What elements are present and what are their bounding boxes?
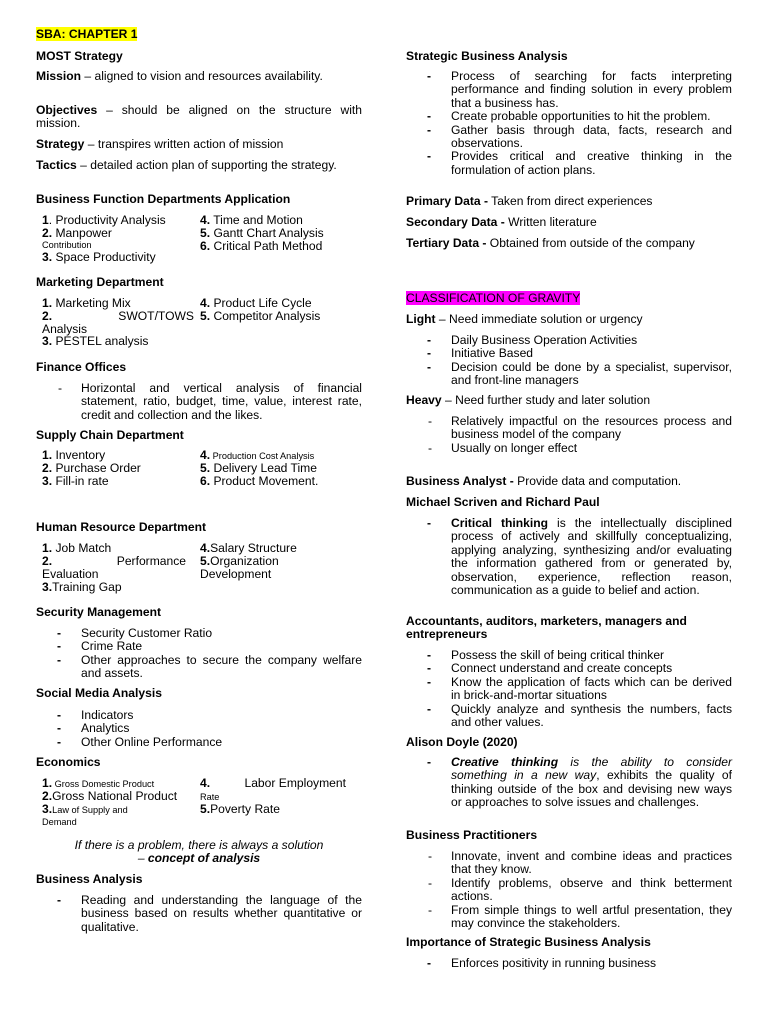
list-item: 3.Law of Supply and [42, 802, 128, 816]
list-item: 2. Performance [42, 554, 186, 568]
business-analysis-list [36, 894, 362, 934]
practitioners-heading: Business Practitioners [406, 828, 538, 842]
list-item: 4. Time and Motion [200, 213, 303, 227]
tactics-label: Tactics [36, 158, 77, 172]
hr-list [36, 542, 362, 594]
social-media-list [36, 709, 362, 749]
list-item: 1. Inventory [42, 448, 106, 462]
list-item: - Gather basis through data, facts, research and observations. [427, 122, 732, 151]
objectives-label: Objectives [36, 103, 98, 117]
heavy-gravity: Heavy – Need further study and later solution [406, 393, 651, 407]
list-row [36, 816, 362, 829]
business-analyst: Business Analyst - Provide data and computation. [406, 474, 682, 488]
quote-line-2-prefix: – [137, 851, 148, 866]
list-item: 3. Fill-in rate [42, 474, 109, 488]
light-list [406, 334, 732, 388]
supply-chain-heading: Supply Chain Department [36, 428, 184, 442]
practitioners-list [406, 850, 732, 930]
list-item-continuation: Analysis [42, 322, 88, 336]
list-row [36, 335, 362, 348]
light-gravity: Light – Need immediate solution or urgency [406, 312, 643, 326]
list-item: - Creative thinking is the ability to consider something in a new way, exhibits the quality of thinking outside of the box and devising new ways or approaches to solve issues and challenges. [427, 755, 732, 810]
list-item: - Daily Business Operation Activities [427, 333, 638, 347]
list-item: - Connect understand and create concepts [427, 661, 673, 676]
list-row [36, 475, 362, 488]
list-item: - Create probable opportunities to hit the problem. [427, 109, 711, 124]
mission-text: – aligned to vision and resources availability. [81, 69, 323, 83]
security-heading: Security Management [36, 605, 162, 619]
bfd-list [36, 214, 362, 264]
list-item: - From simple things to well artful presentation, they may convince the stakeholders. [428, 902, 732, 931]
list-item: 6. Product Movement. [200, 474, 319, 488]
mission-definition [36, 70, 362, 83]
list-item: 3. Space Productivity [42, 250, 156, 264]
list-item: 5.Poverty Rate [200, 802, 280, 816]
list-item: - Security Customer Ratio [57, 626, 213, 640]
list-item-continuation: Rate [200, 792, 220, 802]
list-item: - Indicators [57, 708, 134, 722]
accountants-heading: Accountants, auditors, marketers, managers and entrepreneurs [406, 614, 687, 642]
gravity-heading [406, 292, 732, 305]
list-item: - Quickly analyze and synthesis the numbers, facts and other values. [427, 701, 732, 730]
hr-heading: Human Resource Department [36, 520, 207, 534]
list-item: 5.Organization [200, 554, 279, 568]
critical-thinking-list [406, 517, 732, 597]
list-item: 1. Marketing Mix [42, 296, 131, 310]
list-item: 1. Job Match [42, 541, 112, 555]
doyle-heading: Alison Doyle (2020) [406, 735, 518, 749]
strategy-label: Strategy [36, 137, 85, 151]
list-item: - Critical thinking is the intellectually disciplined process of actively and skillfully conceptualizing, applying analyzing, synthesizing and/or evaluating the information gathered from or generated by, observation, experience, reflection reason, communication as a guide to belief and action. [427, 516, 732, 598]
list-item: - Possess the skill of being critical thinker [427, 648, 665, 662]
supply-chain-list [36, 449, 362, 489]
list-item: 4. Labor Employment [200, 776, 346, 790]
list-item: 2.Gross National Product [42, 789, 178, 803]
list-item: - Usually on longer effect [428, 440, 578, 455]
strategy-text: – transpires written action of mission [84, 137, 284, 151]
list-item-continuation: Demand [42, 817, 77, 827]
economics-list [36, 777, 362, 829]
list-item: 4. Product Life Cycle [200, 296, 312, 310]
list-item: - Innovate, invent and combine ideas and practices that they know. [428, 849, 732, 877]
chapter-title [36, 28, 362, 41]
list-item: 5. Competitor Analysis [200, 309, 321, 323]
secondary-data: Secondary Data - Written literature [406, 215, 597, 229]
creative-thinking-list [406, 756, 732, 810]
mission-label: Mission [36, 69, 82, 83]
importance-heading: Importance of Strategic Business Analysis [406, 935, 651, 949]
list-item-continuation: Development [200, 567, 272, 581]
list-item: - Other Online Performance [57, 734, 223, 749]
list-item: - Reading and understanding the language of the business based on results whether quantitative or qualitative. [57, 893, 362, 934]
heavy-list [406, 415, 732, 455]
list-item: - Relatively impactful on the resources process and business model of the company [428, 414, 732, 442]
list-row [36, 581, 362, 594]
strategic-business-analysis-heading: Strategic Business Analysis [406, 49, 568, 63]
list-item: - Crime Rate [57, 639, 143, 654]
primary-data: Primary Data - Taken from direct experiences [406, 194, 653, 208]
list-item: 5. Delivery Lead Time [200, 461, 317, 475]
list-row [36, 542, 362, 555]
list-item: - Know the application of facts which can be derived in brick-and-mortar situations [427, 674, 732, 703]
marketing-heading: Marketing Department [36, 275, 164, 289]
list-item: - Decision could be done by a specialist, supervisor, and front-line managers [427, 359, 732, 388]
list-item: 4.Salary Structure [200, 541, 297, 555]
list-item: - Other approaches to secure the company welfare and assets. [57, 652, 362, 681]
list-item: 2. Purchase Order [42, 461, 141, 475]
list-row [36, 251, 362, 264]
list-item: - Horizontal and vertical analysis of financial statement, ratio, budget, time, value, interest rate, credit and collection and the likes. [58, 381, 362, 422]
quote-line-2-bold: concept of analysis [147, 851, 261, 866]
list-item: - Provides critical and creative thinking in the formulation of action plans. [427, 149, 732, 177]
quote-line-1: If there is a problem, there is always a solution [74, 838, 324, 852]
list-item: 3.Training Gap [42, 580, 122, 594]
list-item: 4. Production Cost Analysis [200, 448, 315, 462]
list-item: - Initiative Based [427, 346, 534, 361]
objectives-text: – should be aligned on the structure with mission. [36, 103, 362, 131]
analysis-quote [36, 839, 362, 866]
economics-heading: Economics [36, 755, 101, 769]
list-row [36, 790, 362, 803]
list-item-continuation: Evaluation [42, 567, 99, 581]
list-item: 1. Productivity Analysis [42, 213, 166, 227]
list-item: 2. Manpower [42, 226, 112, 240]
sba-list [406, 70, 732, 177]
list-item-continuation: Contribution [42, 240, 92, 250]
list-item: 1. Gross Domestic Product [42, 776, 155, 790]
social-media-heading: Social Media Analysis [36, 686, 162, 700]
tertiary-data: Tertiary Data - Obtained from outside of the company [406, 236, 695, 250]
business-analysis-heading: Business Analysis [36, 872, 143, 886]
security-list [36, 627, 362, 681]
list-item: - Analytics [57, 721, 130, 736]
objectives-definition [36, 104, 362, 131]
list-item: - Identify problems, observe and think betterment actions. [428, 875, 732, 904]
list-item: - Process of searching for facts interpreting performance and finding solution in every problem that a business has. [427, 69, 732, 110]
importance-list [406, 957, 732, 970]
tactics-text: – detailed action plan of supporting the strategy. [76, 158, 337, 172]
list-item: 3. PESTEL analysis [42, 334, 149, 348]
bfd-heading: Business Function Departments Application [36, 192, 291, 206]
scriven-paul-heading: Michael Scriven and Richard Paul [406, 495, 600, 509]
most-strategy-heading: MOST Strategy [36, 49, 123, 63]
finance-heading: Finance Offices [36, 360, 127, 374]
tactics-definition [36, 159, 362, 172]
marketing-list [36, 297, 362, 347]
list-item: - Enforces positivity in running business [427, 956, 657, 970]
chapter-title-text: SBA: CHAPTER 1 [36, 27, 138, 41]
list-item: 2. SWOT/TOWS [42, 309, 194, 323]
list-item: 6. Critical Path Method [200, 239, 323, 253]
list-item: 5. Gantt Chart Analysis [200, 226, 324, 240]
list-row [36, 803, 362, 816]
finance-list [36, 382, 362, 422]
strategy-definition [36, 138, 362, 151]
gravity-heading-text: CLASSIFICATION OF GRAVITY [406, 291, 581, 305]
accountants-list [406, 649, 732, 729]
